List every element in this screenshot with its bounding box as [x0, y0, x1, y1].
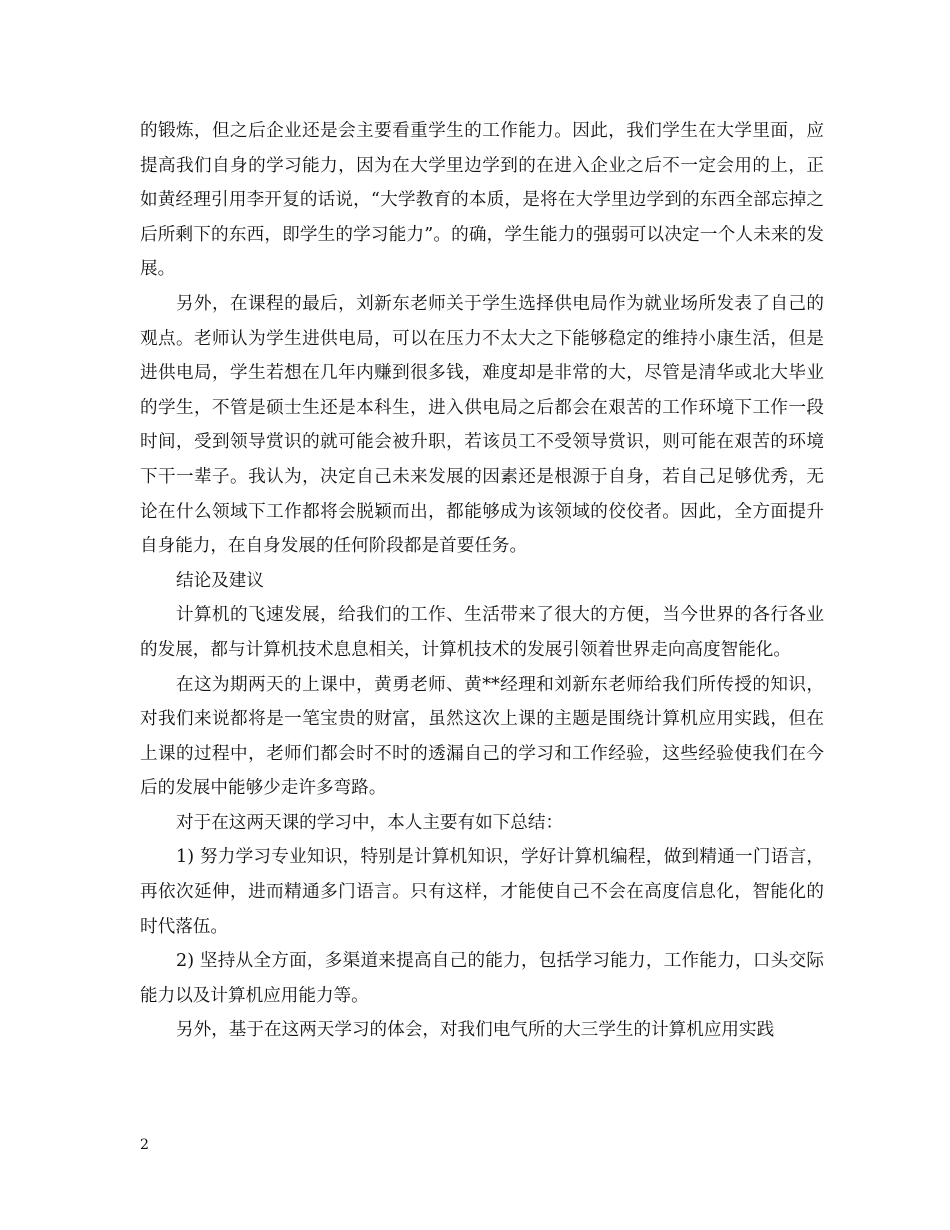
paragraph: 对于在这两天课的学习中，本人主要有如下总结：: [176, 812, 564, 833]
paragraph: 的锻炼，但之后企业还是会主要看重学生的工作能力。因此，我们学生在大学里面，应提高我们自身的学习能力，因为在大学里边学到的在进入企业之后不一定会用的上，正如黄经理引用李开复的话说，“大学教育的本质，是将在大学里边学到的东西全部忘掉之后所剩下的东西，即学生的学习能力”。的确，学生能力的强弱可以决定一个人未来的发展。: [140, 121, 824, 280]
list-item: 2) 坚持从全方面，多渠道来提高自己的能力，包括学习能力，工作能力，口头交际能力以及计算机应用能力等。: [140, 951, 824, 1006]
paragraph: 另外，基于在这两天学习的体会，对我们电气所的大三学生的计算机应用实践: [176, 1020, 775, 1041]
paragraph: 另外，在课程的最后，刘新东老师关于学生选择供电局作为就业场所发表了自己的观点。老师认为学生进供电局，可以在压力不太大之下能够稳定的维持小康生活，但是进供电局，学生若想在几年内赚到很多钱，难度却是非常的大，尽管是清华或北大毕业的学生，不管是硕士生还是本科生，进入供电局之后都会在艰苦的工作环境下工作一段时间，受到领导赏识的就可能会被升职，若该员工不受领导赏识，则可能在艰苦的环境下干一辈子。我认为，决定自己未来发展的因素还是根源于自身，若自己足够优秀，无论在什么领域下工作都将会脱颖而出，都能够成为该领域的佼佼者。因此，全方面提升自身能力，在自身发展的任何阶段都是首要任务。: [140, 293, 824, 557]
list-item: 1) 努力学习专业知识，特别是计算机知识，学好计算机编程，做到精通一门语言，再依次延伸，进而精通多门语言。只有这样，才能使自己不会在高度信息化，智能化的时代落伍。: [140, 847, 824, 937]
body-text: [140, 114, 824, 1048]
paragraph: 计算机的飞速发展，给我们的工作、生活带来了很大的方便，当今世界的各行各业的发展，都与计算机技术息息相关，计算机技术的发展引领着世界走向高度智能化。: [140, 605, 824, 660]
section-heading: 结论及建议: [176, 570, 264, 591]
paragraph: 在这为期两天的上课中，黄勇老师、黄**经理和刘新东老师给我们所传授的知识，对我们来说都将是一笔宝贵的财富，虽然这次上课的主题是围绕计算机应用实践，但在上课的过程中，老师们都会时不时的透漏自己的学习和工作经验，这些经验使我们在今后的发展中能够少走许多弯路。: [140, 674, 824, 799]
page-number: 2: [140, 1137, 149, 1153]
